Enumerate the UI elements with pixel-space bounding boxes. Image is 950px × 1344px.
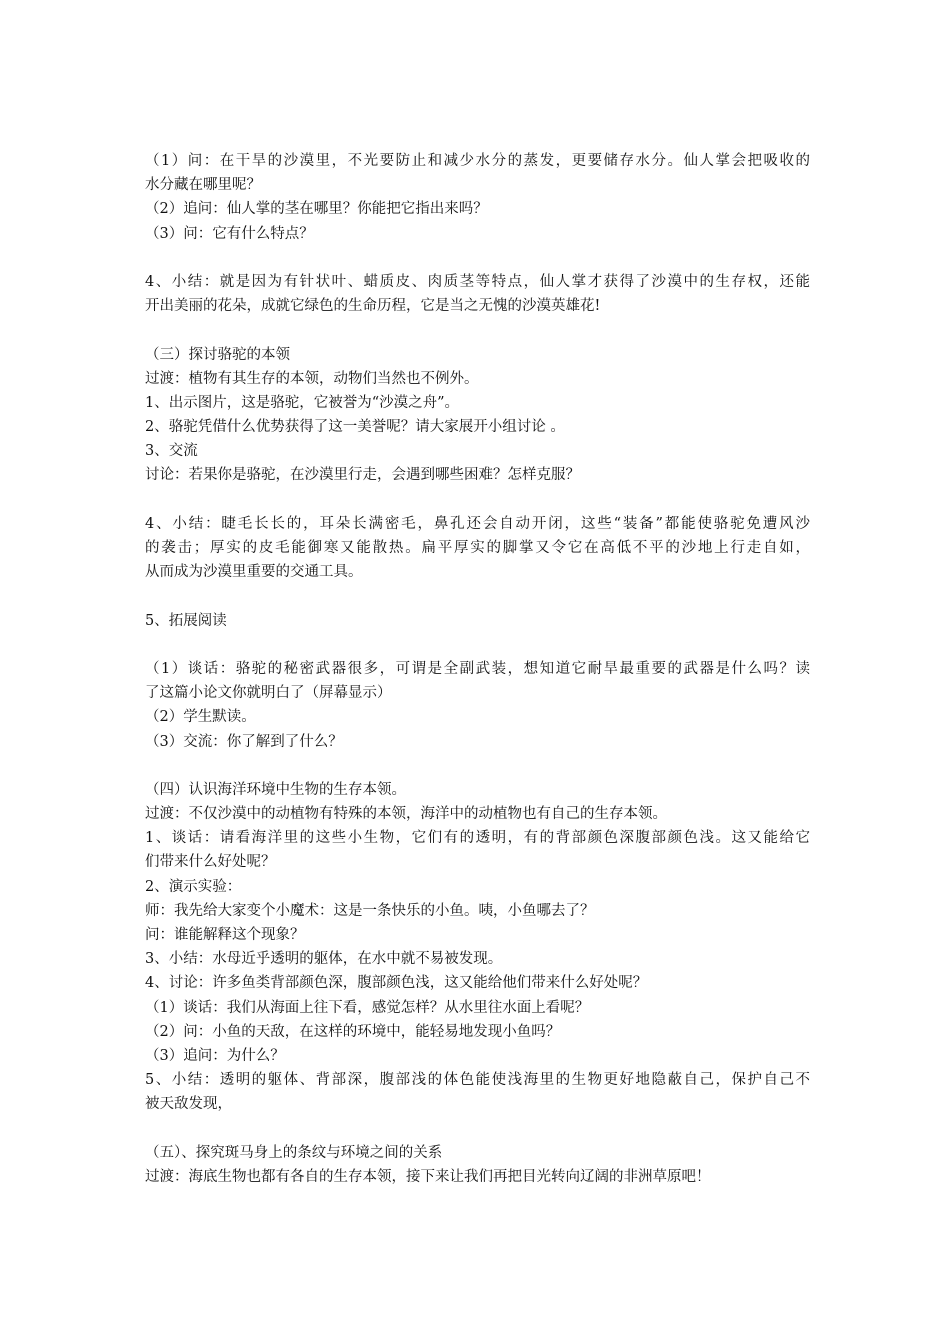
text-line: （五）、探究斑马身上的条纹与环境之间的关系 [145, 1144, 443, 1161]
text-line: 过渡：不仅沙漠中的动植物有特殊的本领，海洋中的动植物也有自己的生存本领。 [145, 806, 667, 823]
text-line: （三）探讨骆驼的本领 [145, 346, 290, 363]
paragraph-spacer [145, 318, 810, 342]
text-line: 4、小结：就是因为有针状叶、蜡质皮、肉质茎等特点，仙人掌才获得了沙漠中的生存权，还能 [145, 273, 810, 290]
text-line: 过渡：植物有其生存的本领，动物们当然也不例外。 [145, 370, 479, 387]
text-line: 的袭击；厚实的皮毛能御寒又能散热。扁平厚实的脚掌又令它在高低不平的沙地上行走自如， [145, 540, 810, 556]
text-line: 5、拓展阅读 [145, 612, 227, 629]
text-line: （1）问：在干旱的沙漠里，不光要防止和减少水分的蒸发，更要储存水分。仙人掌会把吸收的 [145, 153, 810, 169]
text-line: 2、演示实验： [145, 878, 242, 895]
text-line: （1）谈话：骆驼的秘密武器很多，可谓是全副武装，想知道它耐旱最重要的武器是什么吗？读 [145, 660, 810, 677]
text-line: （3）问：它有什么特点？ [145, 225, 314, 242]
text-line: 1、谈话：请看海洋里的这些小生物，它们有的透明，有的背部颜色深腹部颜色浅。这又能给它 [145, 830, 810, 847]
text-line: （四）认识海洋环境中生物的生存本领。 [145, 781, 406, 798]
text-line: 了这篇小论文你就明白了（屏幕显示） [145, 685, 392, 702]
text-line: 讨论：若果你是骆驼，在沙漠里行走，会遇到哪些困难？怎样克服？ [145, 467, 580, 484]
text-line: （3）追问：为什么？ [145, 1047, 285, 1064]
text-line: （2）问：小鱼的天敌，在这样的环境中，能轻易地发现小鱼吗？ [145, 1023, 561, 1040]
paragraph-spacer [145, 754, 810, 778]
text-line: （1）谈话：我们从海面上往下看，感觉怎样？从水里往水面上看呢？ [145, 999, 590, 1016]
text-line: 被天敌发现， [145, 1096, 232, 1113]
text-line: 4、小结：睫毛长长的，耳朵长满密毛，鼻孔还会自动开闭，这些“装备”都能使骆驼免遭风沙 [145, 515, 810, 532]
document-body [145, 149, 810, 1189]
text-line: 从而成为沙漠里重要的交通工具。 [145, 564, 363, 581]
text-line: 开出美丽的花朵，成就它绿色的生命历程，它是当之无愧的沙漠英雄花! [145, 298, 601, 315]
text-line: 问：谁能解释这个现象？ [145, 927, 305, 943]
paragraph-spacer [145, 246, 810, 270]
text-line: 5、小结：透明的躯体、背部深，腹部浅的体色能使浅海里的生物更好地隐蔽自己，保护自己不 [145, 1072, 810, 1089]
text-line: 师：我先给大家变个小魔术：这是一条快乐的小鱼。咦，小鱼哪去了？ [145, 902, 595, 919]
text-line: 们带来什么好处呢？ [145, 854, 276, 871]
text-line: （2）学生默读。 [145, 709, 256, 726]
text-line: 1、出示图片，这是骆驼，它被誉为“沙漠之舟”。 [145, 394, 460, 411]
text-line: 4、讨论：许多鱼类背部颜色深，腹部颜色浅，这又能给他们带来什么好处呢？ [145, 975, 648, 992]
text-line: （2）追问：仙人掌的茎在哪里？你能把它指出来吗？ [145, 201, 488, 218]
text-line: 过渡：海底生物也都有各自的生存本领，接下来让我们再把目光转向辽阔的非洲草原吧！ [145, 1168, 711, 1185]
paragraph-spacer [145, 488, 810, 512]
text-line: 3、小结：水母近乎透明的躯体，在水中就不易被发现。 [145, 951, 503, 968]
paragraph-spacer [145, 633, 810, 657]
text-line: 2、骆驼凭借什么优势获得了这一美誉呢？请大家展开小组讨论 。 [145, 419, 565, 436]
text-line: 3、交流 [145, 443, 198, 460]
paragraph-spacer [145, 584, 810, 608]
text-line: 水分藏在哪里呢？ [145, 177, 261, 194]
text-line: （3）交流：你了解到了什么？ [145, 733, 343, 750]
paragraph-spacer [145, 1117, 810, 1141]
